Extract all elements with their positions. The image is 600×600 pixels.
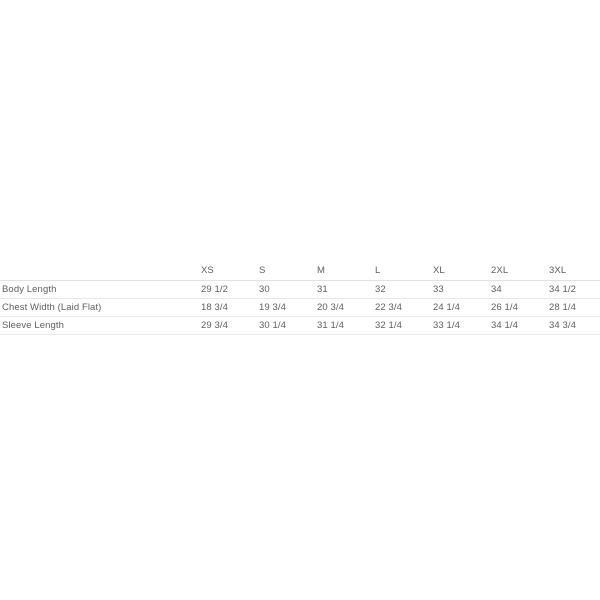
table-row (0, 317, 600, 335)
row-label-body-length: Body Length (2, 284, 57, 295)
cell-sleeve-length-xs: 29 3/4 (201, 320, 229, 331)
cell-chest-width-l: 22 3/4 (375, 302, 403, 313)
cell-body-length-s: 30 (259, 284, 270, 295)
column-header-xl: XL (433, 264, 445, 276)
column-header-s: S (259, 264, 266, 276)
cell-chest-width-xs: 18 3/4 (201, 302, 229, 313)
table-header-row (0, 262, 600, 281)
table-row (0, 299, 600, 317)
size-table-body (0, 281, 600, 335)
cell-body-length-l: 32 (375, 284, 386, 295)
cell-body-length-xl: 33 (433, 284, 444, 295)
column-header-2xl: 2XL (491, 264, 509, 276)
cell-sleeve-length-2xl: 34 1/4 (491, 320, 519, 331)
cell-body-length-3xl: 34 1/2 (549, 284, 577, 295)
cell-body-length-2xl: 34 (491, 284, 502, 295)
cell-chest-width-2xl: 26 1/4 (491, 302, 519, 313)
size-chart (0, 262, 600, 335)
cell-body-length-m: 31 (317, 284, 328, 295)
cell-chest-width-s: 19 3/4 (259, 302, 287, 313)
column-header-l: L (375, 264, 381, 276)
size-table-header (0, 262, 600, 281)
column-header-xs: XS (201, 264, 214, 276)
cell-sleeve-length-s: 30 1/4 (259, 320, 287, 331)
cell-body-length-xs: 29 1/2 (201, 284, 229, 295)
cell-chest-width-3xl: 28 1/4 (549, 302, 577, 313)
cell-sleeve-length-xl: 33 1/4 (433, 320, 461, 331)
row-label-chest-width: Chest Width (Laid Flat) (2, 302, 102, 313)
column-header-blank (0, 262, 200, 281)
cell-chest-width-m: 20 3/4 (317, 302, 345, 313)
cell-sleeve-length-m: 31 1/4 (317, 320, 345, 331)
size-table (0, 262, 600, 335)
table-row (0, 281, 600, 299)
cell-sleeve-length-l: 32 1/4 (375, 320, 403, 331)
column-header-m: M (317, 264, 326, 276)
cell-chest-width-xl: 24 1/4 (433, 302, 461, 313)
cell-sleeve-length-3xl: 34 3/4 (549, 320, 577, 331)
row-label-sleeve-length: Sleeve Length (2, 320, 65, 331)
column-header-3xl: 3XL (549, 264, 567, 276)
